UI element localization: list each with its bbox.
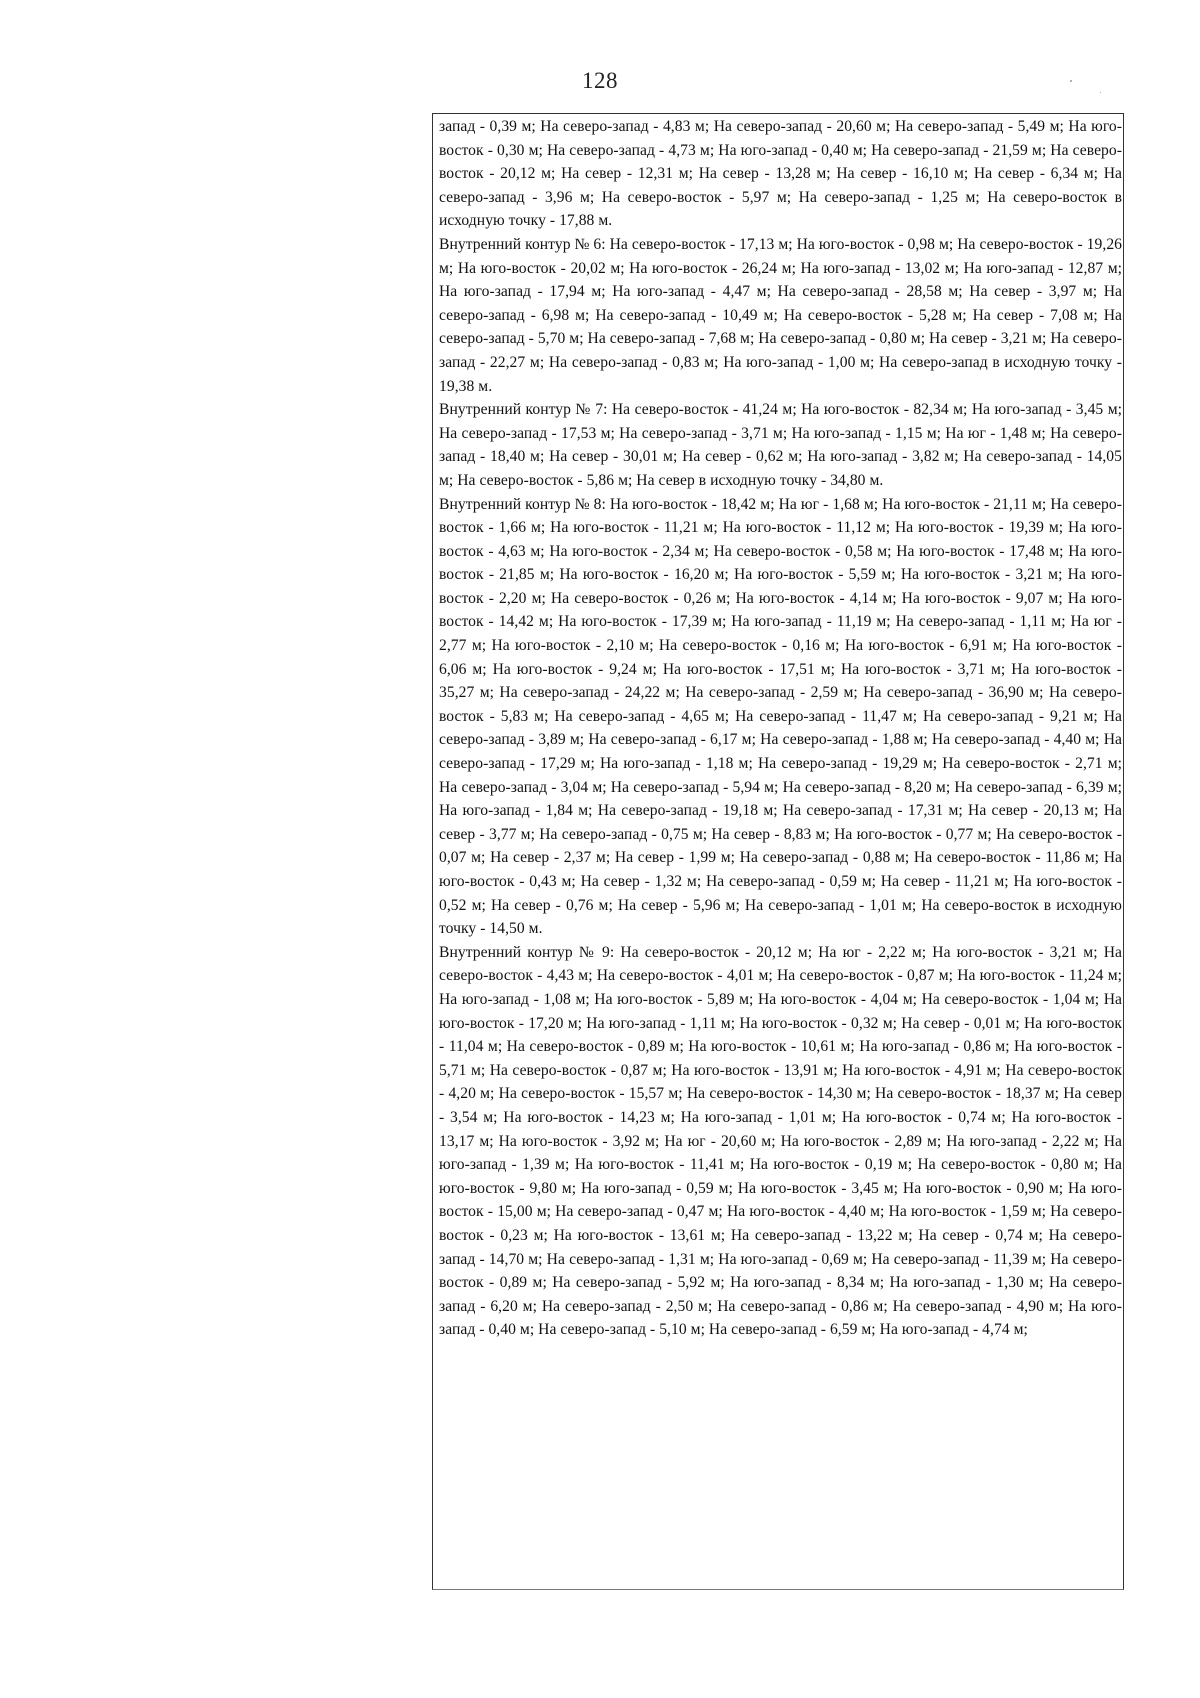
- paragraph-contour-9: [439, 941, 1122, 1342]
- paragraph-text: запад - 0,39 м; На северо-запад - 4,83 м; На северо-запад - 20,60 м; На северо-запад - 5,49 м; На юго-восток - 0,30 м; На северо-запад - 4,73 м; На юго-запад - 0,40 м; На северо-запад - 21,59 м; На северо-восток - 20,12 м; На север - 12,31 м; На север - 13,28 м; На север - 16,10 м; На север - 6,34 м; На северо-запад - 3,96 м; На северо-восток - 5,97 м; На северо-запад - 1,25 м; На северо-восток в исходную точку - 17,88 м.: [439, 118, 1122, 230]
- paragraph-contour-7: [439, 398, 1122, 492]
- paragraph-text: На северо-восток - 20,12 м; На юг - 2,22 м; На юго-восток - 3,21 м; На северо-восток - 4,43 м; На северо-восток - 4,01 м; На северо-восток - 0,87 м; На юго-восток - 11,24 м; На юго-запад - 1,08 м; На юго-восток - 5,89 м; На юго-восток - 4,04 м; На северо-восток - 1,04 м; На юго-восток - 17,20 м; На юго-запад - 1,11 м; На юго-восток - 0,32 м; На север - 0,01 м; На юго-восток - 11,04 м; На северо-восток - 0,89 м; На юго-восток - 10,61 м; На юго-запад - 0,86 м; На юго-восток - 5,71 м; На северо-восток - 0,87 м; На юго-восток - 13,91 м; На юго-восток - 4,91 м; На северо-восток - 4,20 м; На северо-восток - 15,57 м; На северо-восток - 14,30 м; На северо-восток - 18,37 м; На север - 3,54 м; На юго-восток - 14,23 м; На юго-запад - 1,01 м; На юго-восток - 0,74 м; На юго-восток - 13,17 м; На юго-восток - 3,92 м; На юг - 20,60 м; На юго-восток - 2,89 м; На юго-запад - 2,22 м; На юго-запад - 1,39 м; На юго-восток - 11,41 м; На юго-восток - 0,19 м; На северо-восток - 0,80 м; На юго-восток - 9,80 м; На юго-запад - 0,59 м; На юго-восток - 3,45 м; На юго-восток - 0,90 м; На юго-восток - 15,00 м; На северо-запад - 0,47 м; На юго-восток - 4,40 м; На юго-восток - 1,59 м; На северо-восток - 0,23 м; На юго-восток - 13,61 м; На северо-запад - 13,22 м; На север - 0,74 м; На северо-запад - 14,70 м; На северо-запад - 1,31 м; На юго-запад - 0,69 м; На северо-запад - 11,39 м; На северо-восток - 0,89 м; На северо-запад - 5,92 м; На юго-запад - 8,34 м; На юго-запад - 1,30 м; На северо-запад - 6,20 м; На северо-запад - 2,50 м; На северо-запад - 0,86 м; На северо-запад - 4,90 м; На юго-запад - 0,40 м; На северо-запад - 5,10 м; На северо-запад - 6,59 м; На юго-запад - 4,74 м;: [439, 943, 1122, 1339]
- contour-title: Внутренний контур № 9:: [439, 943, 615, 961]
- paragraph-text: На юго-восток - 18,42 м; На юг - 1,68 м; На юго-восток - 21,11 м; На северо-восток - 1,66 м; На юго-восток - 11,21 м; На юго-восток - 11,12 м; На юго-восток - 19,39 м; На юго-восток - 4,63 м; На юго-восток - 2,34 м; На северо-восток - 0,58 м; На юго-восток - 17,48 м; На юго-восток - 21,85 м; На юго-восток - 16,20 м; На юго-восток - 5,59 м; На юго-восток - 3,21 м; На юго-восток - 2,20 м; На северо-восток - 0,26 м; На юго-восток - 4,14 м; На юго-восток - 9,07 м; На юго-восток - 14,42 м; На юго-восток - 17,39 м; На юго-запад - 11,19 м; На северо-запад - 1,11 м; На юг - 2,77 м; На юго-восток - 2,10 м; На северо-восток - 0,16 м; На юго-восток - 6,91 м; На юго-восток - 6,06 м; На юго-восток - 9,24 м; На юго-восток - 17,51 м; На юго-восток - 3,71 м; На юго-восток - 35,27 м; На северо-запад - 24,22 м; На северо-запад - 2,59 м; На северо-запад - 36,90 м; На северо-восток - 5,83 м; На северо-запад - 4,65 м; На северо-запад - 11,47 м; На северо-запад - 9,21 м; На северо-запад - 3,89 м; На северо-запад - 6,17 м; На северо-запад - 1,88 м; На северо-запад - 4,40 м; На северо-запад - 17,29 м; На юго-запад - 1,18 м; На северо-запад - 19,29 м; На северо-восток - 2,71 м; На северо-запад - 3,04 м; На северо-запад - 5,94 м; На северо-запад - 8,20 м; На северо-запад - 6,39 м; На юго-запад - 1,84 м; На северо-запад - 19,18 м; На северо-запад - 17,31 м; На север - 20,13 м; На север - 3,77 м; На северо-запад - 0,75 м; На север - 8,83 м; На юго-восток - 0,77 м; На северо-восток - 0,07 м; На север - 2,37 м; На север - 1,99 м; На северо-запад - 0,88 м; На северо-восток - 11,86 м; На юго-восток - 0,43 м; На север - 1,32 м; На северо-запад - 0,59 м; На север - 11,21 м; На юго-восток - 0,52 м; На север - 0,76 м; На север - 5,96 м; На северо-запад - 1,01 м; На северо-восток в исходную точку - 14,50 м.: [439, 495, 1122, 938]
- scan-speck: [1100, 92, 1101, 93]
- paragraph-text: На северо-восток - 41,24 м; На юго-восток - 82,34 м; На юго-запад - 3,45 м; На северо-запад - 17,53 м; На северо-запад - 3,71 м; На юго-запад - 1,15 м; На юг - 1,48 м; На северо-запад - 18,40 м; На север - 30,01 м; На север - 0,62 м; На юго-запад - 3,82 м; На северо-запад - 14,05 м; На северо-восток - 5,86 м; На север в исходную точку - 34,80 м.: [439, 401, 1122, 489]
- contour-title: Внутренний контур № 8:: [439, 495, 606, 513]
- contour-title: Внутренний контур № 7:: [439, 401, 608, 419]
- paragraph-contour-6: [439, 233, 1122, 398]
- contour-title: Внутренний контур № 6:: [439, 235, 606, 253]
- paragraph-continuation: [439, 115, 1122, 233]
- paragraph-text: На северо-восток - 17,13 м; На юго-восток - 0,98 м; На северо-восток - 19,26 м; На юго-восток - 20,02 м; На юго-восток - 26,24 м; На юго-запад - 13,02 м; На юго-запад - 12,87 м; На юго-запад - 17,94 м; На юго-запад - 4,47 м; На северо-запад - 28,58 м; На север - 3,97 м; На северо-запад - 6,98 м; На северо-запад - 10,49 м; На северо-восток - 5,28 м; На север - 7,08 м; На северо-запад - 5,70 м; На северо-запад - 7,68 м; На северо-запад - 0,80 м; На север - 3,21 м; На северо-запад - 22,27 м; На северо-запад - 0,83 м; На юго-запад - 1,00 м; На северо-запад в исходную точку - 19,38 м.: [439, 235, 1123, 395]
- scan-speck: [1070, 80, 1072, 82]
- text-frame: [432, 113, 1124, 1590]
- page-number: 128: [582, 68, 618, 93]
- paragraph-contour-8: [439, 493, 1122, 941]
